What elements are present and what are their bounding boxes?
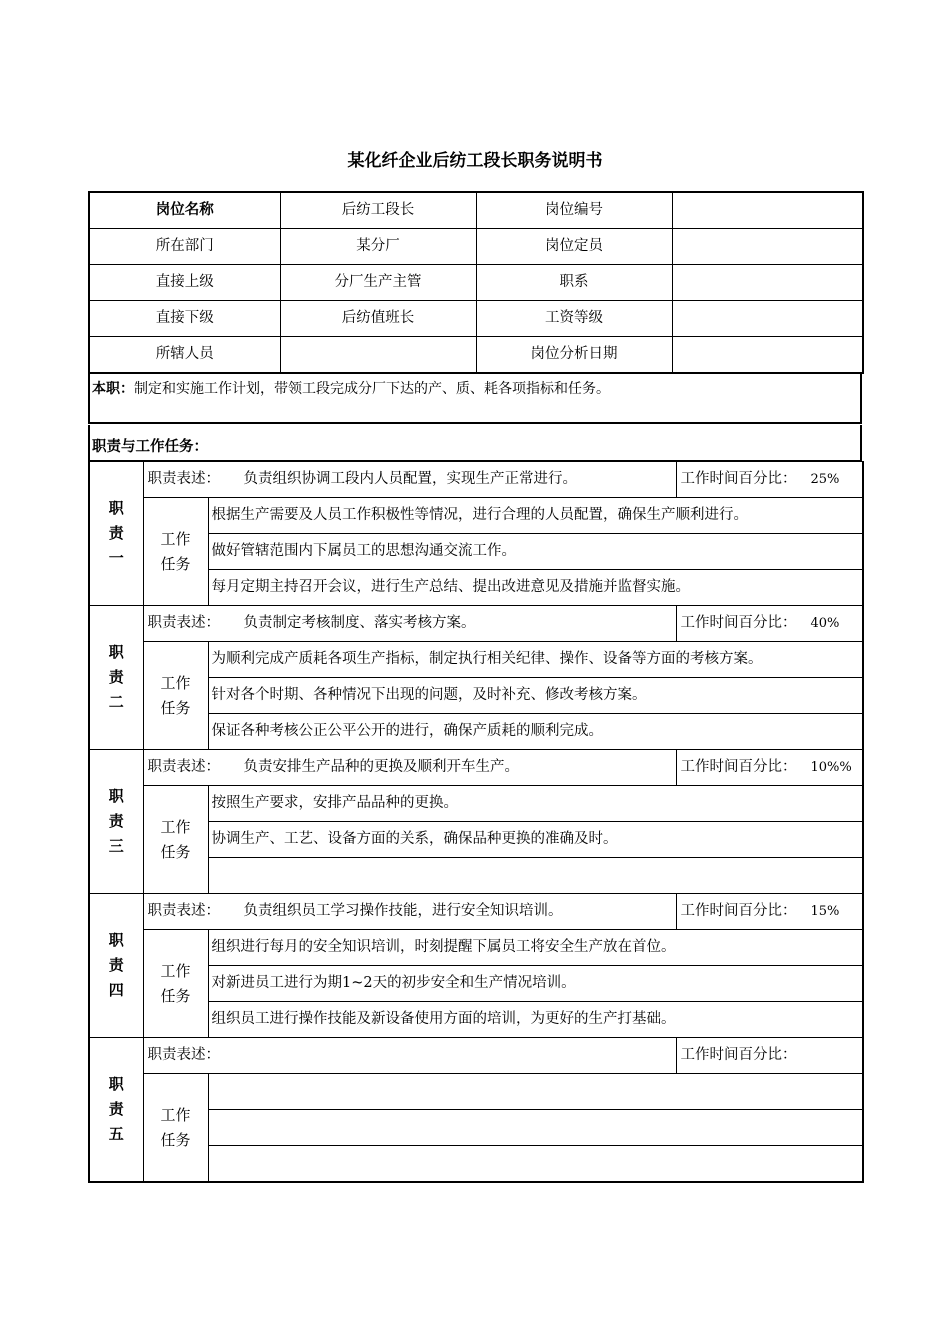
task-item	[208, 1074, 863, 1110]
header-row	[89, 337, 863, 374]
header-row	[89, 265, 863, 301]
duty-description	[143, 894, 676, 930]
duty-description-row	[89, 606, 863, 642]
task-item: 每月定期主持召开会议，进行生产总结、提出改进意见及措施并监督实施。	[208, 570, 863, 606]
task-item: 组织员工进行操作技能及新设备使用方面的培训，为更好的生产打基础。	[208, 1002, 863, 1038]
task-item	[208, 858, 863, 894]
duty-label: 职 责 一	[89, 462, 143, 606]
duties-table	[88, 461, 864, 1183]
duty-label: 职 责 四	[89, 894, 143, 1038]
duty-description-row	[89, 894, 863, 930]
task-row	[89, 930, 863, 966]
task-item: 为顺利完成产质耗各项生产指标，制定执行相关纪律、操作、设备等方面的考核方案。	[208, 642, 863, 678]
field-value	[672, 265, 863, 301]
field-value: 后纺工段长	[280, 192, 476, 229]
duty-description-row	[89, 462, 863, 498]
field-label: 所辖人员	[89, 337, 280, 374]
percentage-label: 工作时间百分比：	[680, 758, 797, 775]
duty-description-row	[89, 750, 863, 786]
task-row	[89, 642, 863, 678]
percentage-value: 15%	[810, 903, 840, 919]
position-info-table	[88, 191, 864, 374]
description-label: 职责表述：	[147, 758, 220, 775]
header-row	[89, 301, 863, 337]
field-value	[672, 337, 863, 374]
description-text: 负责组织员工学习操作技能，进行安全知识培训。	[243, 902, 563, 919]
header-row	[89, 229, 863, 265]
duty-label: 职 责 三	[89, 750, 143, 894]
job-summary	[88, 372, 862, 424]
task-row	[89, 786, 863, 822]
duty-label: 职 责 二	[89, 606, 143, 750]
summary-text: 制定和实施工作计划，带领工段完成分厂下达的产、质、耗各项指标和任务。	[134, 381, 610, 397]
task-item	[208, 1110, 863, 1146]
description-text: 负责安排生产品种的更换及顺利开车生产。	[243, 758, 519, 775]
time-percentage	[676, 462, 863, 498]
percentage-label: 工作时间百分比：	[680, 470, 797, 487]
field-label: 岗位定员	[476, 229, 672, 265]
field-value	[672, 192, 863, 229]
time-percentage	[676, 606, 863, 642]
field-value: 后纺值班长	[280, 301, 476, 337]
field-value	[672, 229, 863, 265]
description-text: 负责制定考核制度、落实考核方案。	[243, 614, 476, 631]
field-value	[280, 337, 476, 374]
task-item: 对新进员工进行为期1~2天的初步安全和生产情况培训。	[208, 966, 863, 1002]
percentage-label: 工作时间百分比：	[680, 902, 797, 919]
time-percentage	[676, 1038, 863, 1074]
description-label: 职责表述：	[147, 1046, 220, 1063]
description-label: 职责表述：	[147, 470, 220, 487]
duty-description-row	[89, 1038, 863, 1074]
field-label: 岗位编号	[476, 192, 672, 229]
time-percentage	[676, 750, 863, 786]
header-row	[89, 192, 863, 229]
task-label: 工作 任务	[143, 930, 208, 1038]
duty-description	[143, 606, 676, 642]
description-label: 职责表述：	[147, 614, 220, 631]
task-item: 做好管辖范围内下属员工的思想沟通交流工作。	[208, 534, 863, 570]
percentage-value: 40%	[810, 615, 840, 631]
duty-label: 职 责 五	[89, 1038, 143, 1183]
duty-description	[143, 1038, 676, 1074]
percentage-label: 工作时间百分比：	[680, 1046, 797, 1063]
field-label: 职系	[476, 265, 672, 301]
field-value: 分厂生产主管	[280, 265, 476, 301]
task-item: 组织进行每月的安全知识培训，时刻提醒下属员工将安全生产放在首位。	[208, 930, 863, 966]
task-item: 按照生产要求，安排产品品种的更换。	[208, 786, 863, 822]
task-row	[89, 498, 863, 534]
duty-description	[143, 750, 676, 786]
task-label: 工作 任务	[143, 786, 208, 894]
percentage-value: 10%%	[810, 759, 852, 775]
duty-description	[143, 462, 676, 498]
task-label: 工作 任务	[143, 642, 208, 750]
field-label: 工资等级	[476, 301, 672, 337]
task-item	[208, 1146, 863, 1183]
field-label: 所在部门	[89, 229, 280, 265]
task-label: 工作 任务	[143, 498, 208, 606]
summary-label: 本职：	[92, 381, 134, 397]
time-percentage	[676, 894, 863, 930]
description-label: 职责表述：	[147, 902, 220, 919]
percentage-label: 工作时间百分比：	[680, 614, 797, 631]
field-label: 岗位名称	[89, 192, 280, 229]
task-item: 针对各个时期、各种情况下出现的问题，及时补充、修改考核方案。	[208, 678, 863, 714]
field-label: 岗位分析日期	[476, 337, 672, 374]
field-label: 直接下级	[89, 301, 280, 337]
task-row	[89, 1074, 863, 1110]
field-label: 直接上级	[89, 265, 280, 301]
duties-heading: 职责与工作任务：	[88, 425, 862, 461]
page-title: 某化纤企业后纺工段长职务说明书	[347, 151, 603, 171]
percentage-value: 25%	[810, 471, 840, 487]
task-item: 保证各种考核公正公平公开的进行，确保产质耗的顺利完成。	[208, 714, 863, 750]
task-item: 根据生产需要及人员工作积极性等情况，进行合理的人员配置，确保生产顺利进行。	[208, 498, 863, 534]
task-label: 工作 任务	[143, 1074, 208, 1183]
description-text: 负责组织协调工段内人员配置，实现生产正常进行。	[243, 470, 577, 487]
field-value: 某分厂	[280, 229, 476, 265]
task-item: 协调生产、工艺、设备方面的关系，确保品种更换的准确及时。	[208, 822, 863, 858]
field-value	[672, 301, 863, 337]
